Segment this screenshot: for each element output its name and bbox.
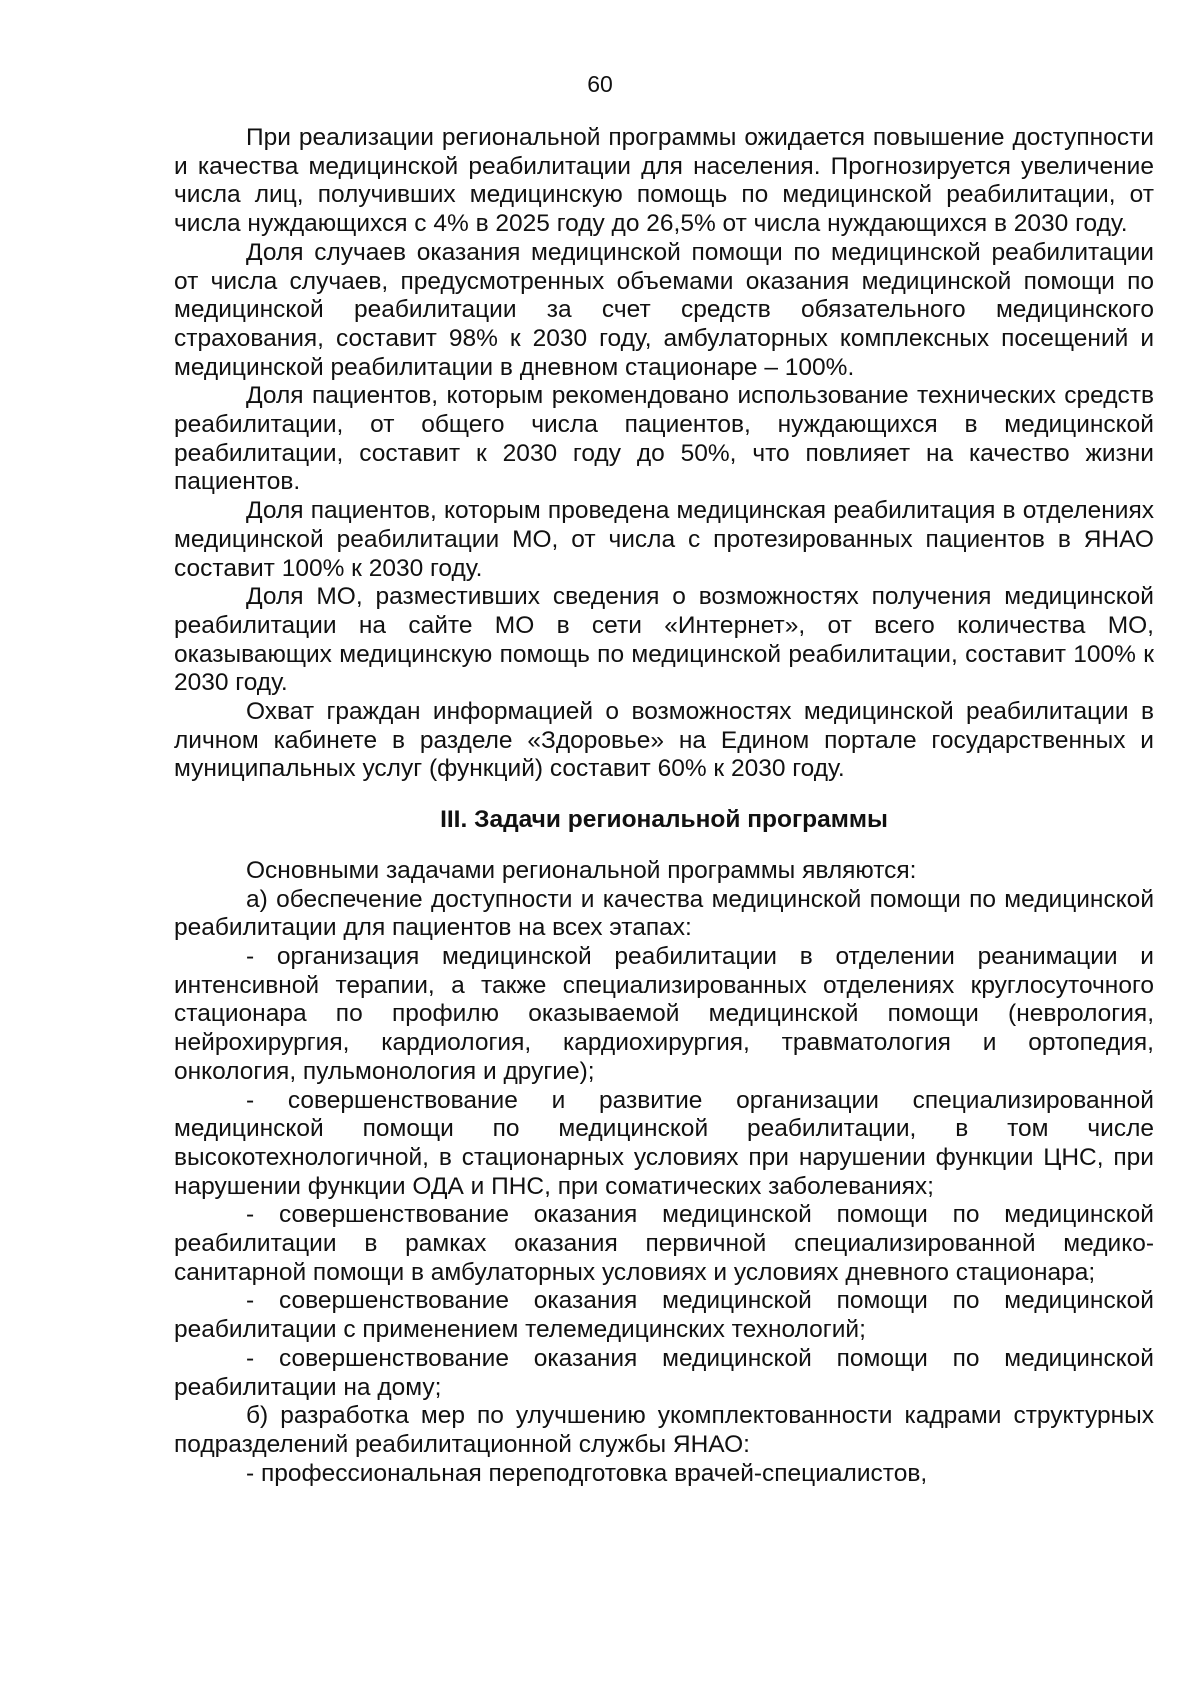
list-item-icu-rehab: - организация медицинской реабилитации в отделении реанимации и интенсивной терапии, а также специализированных отделениях круглосуточного стационара по профилю оказываемой медицинской помощи (неврология, нейрохирургия, кардиология, кардиохирургия, травматология и ортопедия, онкология, пульмонология и другие);	[174, 942, 1154, 1085]
section-heading: III. Задачи региональной программы	[440, 806, 888, 834]
list-item-home-care: - совершенствование оказания медицинской помощи по медицинской реабилитации на дому;	[174, 1344, 1154, 1401]
page-content	[174, 124, 1154, 1488]
list-item-task-b: б) разработка мер по улучшению укомплектованности кадрами структурных подразделений реабилитационной службы ЯНАО:	[174, 1402, 1154, 1458]
paragraph-tasks-intro: Основными задачами региональной программы являются:	[246, 856, 917, 884]
list-item-specialized-care: - совершенствование и развитие организации специализированной медицинской помощи по медицинской реабилитации, в том числе высокотехнологичной, в стационарных условиях при нарушении функции ЦНС, при нарушении функции ОДА и ПНС, при соматических заболеваниях;	[174, 1086, 1154, 1200]
paragraph-share-of-cases: Доля случаев оказания медицинской помощи по медицинской реабилитации от числа случаев, предусмотренных объемами оказания медицинской помощи по медицинской реабилитации за счет средств обязательного медицинского страхования, составит 98% к 2030 году, амбулаторных комплексных посещений и медицинской реабилитации в дневном стационаре – 100%.	[174, 238, 1154, 381]
paragraph-technical-means: Доля пациентов, которым рекомендовано использование технических средств реабилитации, от общего числа пациентов, нуждающихся в медицинской реабилитации, составит к 2030 году до 50%, что повлияет на качество жизни пациентов.	[174, 382, 1154, 496]
page-number: 60	[587, 71, 613, 97]
paragraph-citizen-coverage: Охват граждан информацией о возможностях медицинской реабилитации в личном кабинете в разделе «Здоровье» на Едином портале государственных и муниципальных услуг (функций) составит 60% к 2030 году.	[174, 698, 1154, 783]
paragraph-expected-results: При реализации региональной программы ожидается повышение доступности и качества медицинской реабилитации для населения. Прогнозируется увеличение числа лиц, получивших медицинскую помощь по медицинской реабилитации, от числа нуждающихся с 4% в 2025 году до 26,5% от числа нуждающихся в 2030 году.	[174, 124, 1154, 238]
paragraph-mo-websites: Доля МО, разместивших сведения о возможностях получения медицинской реабилитации на сайте МО в сети «Интернет», от всего количества МО, оказывающих медицинскую помощь по медицинской реабилитации, составит 100% к 2030 году.	[174, 583, 1154, 697]
list-item-primary-care: - совершенствование оказания медицинской помощи по медицинской реабилитации в рамках оказания первичной специализированной медико-санитарной помощи в амбулаторных условиях и условиях дневного стационара;	[174, 1201, 1154, 1286]
list-item-task-a: а) обеспечение доступности и качества медицинской помощи по медицинской реабилитации для пациентов на всех этапах:	[174, 885, 1154, 942]
list-item-telemedicine: - совершенствование оказания медицинской помощи по медицинской реабилитации с применением телемедицинских технологий;	[174, 1287, 1154, 1344]
list-item-retraining: - профессиональная переподготовка врачей-специалистов,	[246, 1459, 928, 1487]
paragraph-prosthetics-patients: Доля пациентов, которым проведена медицинская реабилитация в отделениях медицинской реабилитации МО, от числа с протезированных пациентов в ЯНАО составит 100% к 2030 году.	[174, 497, 1154, 582]
